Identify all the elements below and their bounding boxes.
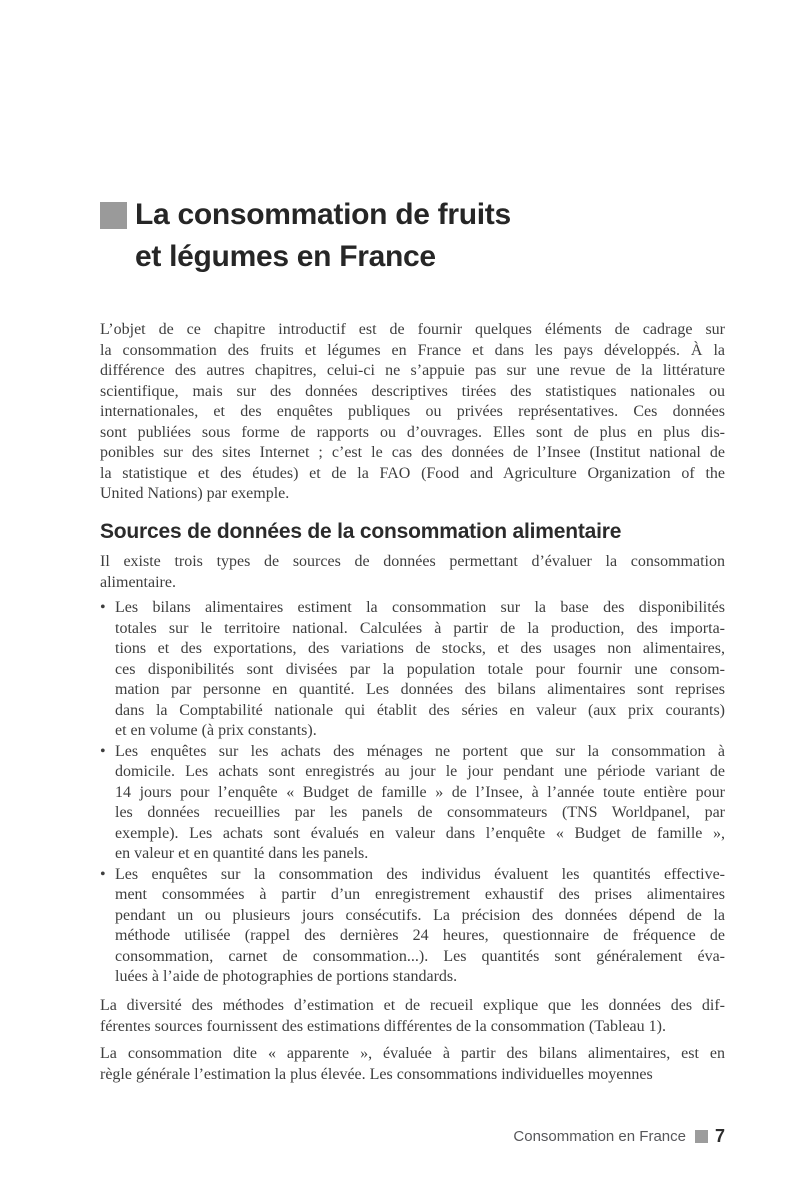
text-line: scientifique, mais sur des données descriptives tirées des statistiques nationales ou bbox=[100, 382, 725, 400]
text-line: internationales, et des enquêtes publiques ou privées représentatives. Ces données bbox=[100, 403, 725, 420]
bullet-item-bilans-alimentaires bbox=[100, 598, 725, 742]
text-line: les données recueillies par les panels de consommateurs (TNS Worldpanel, par bbox=[115, 804, 725, 821]
text-line: férentes sources fournissent des estimations différentes de la consommation (Tableau 1). bbox=[100, 1017, 666, 1035]
text-line: L’objet de ce chapitre introductif est de fournir quelques éléments de cadrage sur bbox=[100, 321, 725, 338]
text-line: pendant un ou plusieurs jours consécutifs. La précision des données dépend de la bbox=[115, 906, 725, 924]
text-line: ponibles sur des sites Internet ; c’est le cas des données de l’Insee (Institut national de bbox=[100, 444, 725, 461]
text-line: Les enquêtes sur les achats des ménages ne portent que sur la consommation à bbox=[115, 742, 725, 760]
text-line: tions et des exportations, des variations de stocks, et des usages non alimentaires, bbox=[115, 640, 725, 657]
bullet-text bbox=[115, 598, 725, 742]
footer-square-icon bbox=[695, 1130, 708, 1143]
text-line: alimentaire. bbox=[100, 573, 176, 591]
bullet-marker: • bbox=[100, 742, 106, 760]
text-line: exemple). Les achats sont évalués en valeur dans l’enquête « Budget de famille », bbox=[115, 824, 725, 842]
text-line: 14 jours pour l’enquête « Budget de famille » de l’Insee, à l’année toute entière pour bbox=[115, 783, 725, 801]
page-footer bbox=[100, 1126, 725, 1147]
text-line: consommation, carnet de consommation...). Les quantités sont généralement éva- bbox=[115, 947, 725, 965]
text-line: United Nations) par exemple. bbox=[100, 485, 290, 502]
section-heading: Sources de données de la consommation alimentaire bbox=[100, 520, 622, 543]
bullet-text bbox=[115, 865, 725, 988]
text-line: mation par personne en quantité. Les données des bilans alimentaires sont reprises bbox=[115, 681, 725, 698]
bullet-marker: • bbox=[100, 599, 106, 616]
paragraph-apparent-consumption bbox=[100, 1044, 725, 1085]
text-line: en valeur et en quantité dans les panels. bbox=[115, 845, 369, 862]
text-line: dans la Comptabilité nationale qui établit des séries en valeur (aux prix courants) bbox=[115, 701, 725, 719]
text-line: et en volume (à prix constants). bbox=[115, 722, 317, 739]
section-lead-paragraph bbox=[100, 552, 725, 593]
text-line: totales sur le territoire national. Calculées à partir de la production, des importa- bbox=[115, 619, 725, 637]
chapter-title bbox=[135, 194, 511, 278]
bullet-text bbox=[115, 742, 725, 865]
bullet-item-enquetes-achats-menages bbox=[100, 742, 725, 865]
chapter-title-block bbox=[100, 194, 511, 278]
text-line: La diversité des méthodes d’estimation et de recueil explique que les données des dif- bbox=[100, 997, 725, 1014]
text-line: Il existe trois types de sources de données permettant d’évaluer la consommation bbox=[100, 553, 725, 570]
title-square-icon bbox=[100, 202, 127, 229]
page-number: 7 bbox=[714, 1126, 725, 1146]
text-line: domicile. Les achats sont enregistrés au jour le jour pendant une période variant de bbox=[115, 763, 725, 780]
paragraph-methods-diversity bbox=[100, 996, 725, 1037]
intro-paragraph bbox=[100, 320, 725, 505]
text-line: Les bilans alimentaires estiment la consommation sur la base des disponibilités bbox=[115, 599, 725, 616]
text-line: la consommation des fruits et légumes en France et dans les pays développés. À la bbox=[100, 341, 725, 359]
text-line: différence des autres chapitres, celui-ci ne s’appuie pas sur une revue de la littérature bbox=[100, 362, 725, 379]
chapter-title-line2: et légumes en France bbox=[135, 240, 436, 273]
text-line: méthode utilisée (rappel des dernières 24 heures, questionnaire de fréquence de bbox=[115, 927, 725, 944]
bullet-item-enquetes-consommation-individus bbox=[100, 865, 725, 988]
text-line: Les enquêtes sur la consommation des individus évaluent les quantités effective- bbox=[115, 865, 725, 883]
text-line: la statistique et des études) et de la FAO (Food and Agriculture Organization of the bbox=[100, 464, 725, 482]
chapter-title-line1: La consommation de fruits bbox=[135, 198, 511, 231]
footer-running-title: Consommation en France bbox=[513, 1128, 686, 1145]
text-line: ces disponibilités sont divisées par la population totale pour fournir une consom- bbox=[115, 660, 725, 678]
text-line: luées à l’aide de photographies de portions standards. bbox=[115, 968, 458, 985]
text-line: sont publiées sous forme de rapports ou d’ouvrages. Elles sont de plus en plus dis- bbox=[100, 423, 725, 441]
data-sources-bullet-list bbox=[100, 598, 725, 988]
text-line: ment consommées à partir d’un enregistrement exhaustif des prises alimentaires bbox=[115, 886, 725, 903]
text-line: La consommation dite « apparente », évaluée à partir des bilans alimentaires, est en bbox=[100, 1045, 725, 1062]
bullet-marker: • bbox=[100, 865, 106, 883]
text-line: règle générale l’estimation la plus élevée. Les consommations individuelles moyennes bbox=[100, 1065, 653, 1083]
